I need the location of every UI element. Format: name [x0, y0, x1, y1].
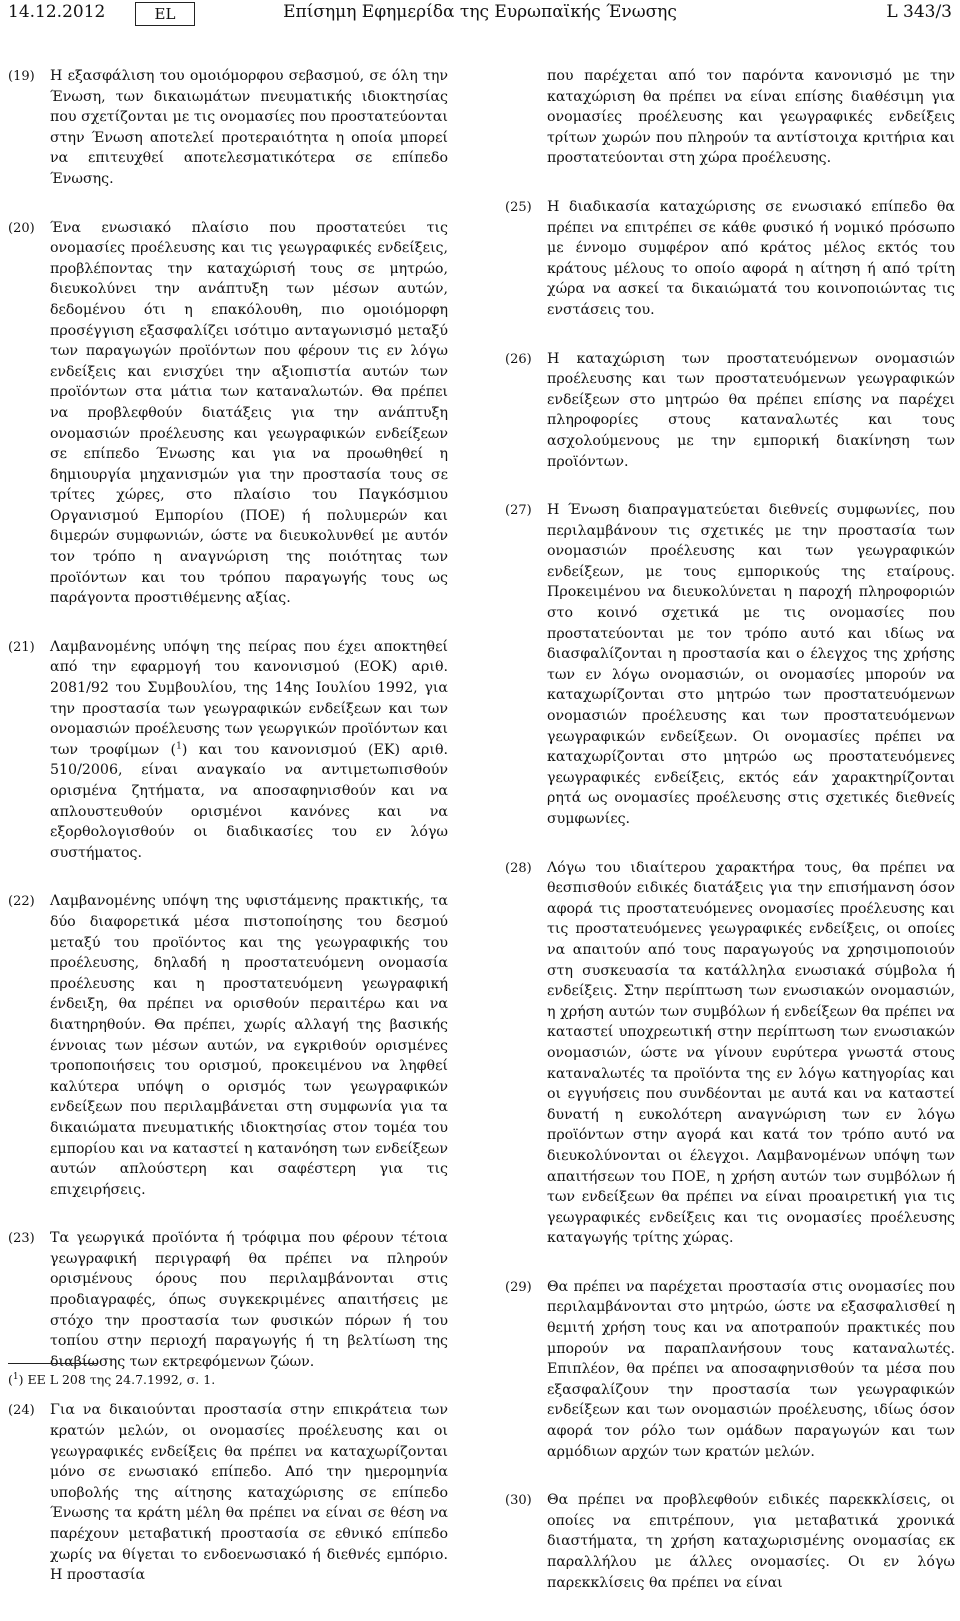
footnote-marker: 1 — [176, 741, 182, 752]
footnote: ($^1$) ΕΕ L 208 της 24.7.1992, σ. 1. — [8, 1371, 216, 1387]
recital-24 — [8, 1400, 448, 1585]
recital-number: (20) — [8, 220, 35, 236]
recital-20 — [8, 218, 448, 609]
right-column — [505, 66, 955, 1621]
recital-number: (25) — [505, 199, 532, 215]
recital-24-continuation: που παρέχεται από τον παρόντα κανονισμό με την καταχώριση θα πρέπει να είναι επίσης διαθέσιμη για ονομασίες προέλευσης και γεωγραφικές ενδείξεις τρίτων χωρών που πληρούν τα αντίστοιχα κριτήρια και προστατεύονται στη χώρα προέλευσης. — [547, 68, 955, 167]
recital-26 — [505, 349, 955, 473]
recital-text: Η διαδικασία καταχώρισης σε ενωσιακό επίπεδο θα πρέπει να επιτρέπει σε κάθε φυσικό ή νομικό πρόσωπο με έννομο συμφέρον από κράτος μέλος εκτός του κράτους μέλους το οποίο αφορά η αίτηση ή από τρίτη χώρα να ασκεί τα δικαιώματά του κοινοποιώντας τις ενστάσεις του. — [547, 198, 955, 318]
recital-text: Λόγω του ιδιαίτερου χαρακτήρα τους, θα πρέπει να θεσπισθούν ειδικές διατάξεις για την επισήμανση όσον αφορά τις προστατευόμενες ονομασίες προέλευσης και τις προστατευόμενες γεωγραφικές ενδείξεις, οι οποίες να απαιτούν από τους παραγωγούς να χρησιμοποιούν στη συσκευασία τα κατάλληλα ενωσιακά σύμβολα ή ενδείξεις. Στην περίπτωση των ενωσιακών ονομασιών, η χρήση αυτών των συμβόλων ή ενδείξεων θα πρέπει να καταστεί υποχρεωτική στην περίπτωση των ενωσιακών ονομασιών, ώστε να γίνουν ευρύτερα γνωστά στους καταναλωτές τα προϊόντα της εν λόγω κατηγορίας και οι εγγυήσεις που συνδέονται με αυτά και να καταστεί δυνατή η ευκολότερη αναγνώριση των εν λόγω προϊόντων στην αγορά και κατά τον τρόπο αυτό να διευκολύνονται οι έλεγχοι. Λαμβανομένων υπόψη των απαιτήσεων του ΠΟΕ, η χρήση αυτών των συμβόλων ή των ενδείξεων θα πρέπει να είναι προαιρετική για τις γεωγραφικές ενδείξεις και τις ονομασίες προέλευσης καταγωγής τρίτης χώρας. — [547, 859, 955, 1247]
footnote-divider — [8, 1363, 98, 1364]
page-header — [0, 0, 960, 40]
recital-number: (24) — [8, 1403, 35, 1419]
recital-text: Θα πρέπει να παρέχεται προστασία στις ονομασίες που περιλαμβάνονται στο μητρώο, ώστε να εξασφαλισθεί η θεμιτή χρήση τους και να αποτραπούν πρακτικές που μπορούν να παραπλανήσουν τους καταναλωτές. Επιπλέον, θα πρέπει να αποσαφηνισθούν τα μέσα που εξασφαλίζουν την προστασία των γεωγραφικών ενδείξεων και των ονομασιών προέλευσης, ιδίως όσον αφορά τον ρόλο των ομάδων παραγωγών και των αρμόδιων αρχών των κρατών μελών. — [547, 1278, 955, 1460]
recital-text: Τα γεωργικά προϊόντα ή τρόφιμα που φέρουν τέτοια γεωγραφική περιγραφή θα πρέπει να πληρούν ορισμένους όρους που περιλαμβάνονται στις προδιαγραφές, όπως συγκεκριμένες απαιτήσεις με στόχο την προστασία των φυσικών πόρων ή του τοπίου στην περιοχή παραγωγής ή τη βελτίωση της διαβίωσης των εκτρεφόμενων ζώων. — [50, 1230, 448, 1370]
recital-number: (21) — [8, 639, 35, 655]
recital-number: (22) — [8, 894, 35, 910]
recital-text-part: Λαμβανομένης υπόψη της πείρας που έχει αποκτηθεί από την εφαρμογή του κανονισμού (ΕΟΚ) αριθ. 2081/92 του Συμβουλίου, της 14ης Ιουλίου 1992, για την προστασία των γεωγραφικών ενδείξεων και των ονομασιών προέλευσης των γεωργικών προϊόντων και των τροφίμων ( — [50, 638, 448, 758]
recital-text: Η Ένωση διαπραγματεύεται διεθνείς συμφωνίες, που περιλαμβάνουν τις σχετικές με την προστασία των ονομασιών προέλευσης και των γεωγραφικών ενδείξεων, με τους εμπορικούς της εταίρους. Προκειμένου να διευκολύνεται η παροχή πληροφοριών στο κοινό σχετικά με τις ονομασίες που προστατεύονται με τον τρόπο αυτό και ιδίως να διασφαλίζονται η προστασία και ο έλεγχος της χρήσης των εν λόγω ονομασιών, οι ονομασίες μπορούν να καταχωρίζονται στο μητρώο των προστατευόμενων ονομασιών προέλευσης και των προστατευόμενων γεωγραφικών ενδείξεων. Οι ονομασίες πρέπει να καταχωρίζονται στο μητρώο ως προστατευόμενες γεωγραφικές ενδείξεις, εκτός εάν χαρακτηρίζονται ρητά ως ονομασίες προέλευσης στις σχετικές διεθνείς συμφωνίες. — [547, 502, 955, 827]
footnote-number: 1 — [12, 1371, 19, 1382]
recital-text — [50, 637, 448, 864]
journal-title: Επίσημη Εφημερίδα της Ευρωπαϊκής Ένωσης — [283, 2, 677, 22]
recital-30 — [505, 1490, 955, 1593]
recital-number: (26) — [505, 351, 532, 367]
recital-text: Λαμβανομένης υπόψη της υφιστάμενης πρακτικής, τα δύο διαφορετικά μέσα πιστοποίησης του δεσμού μεταξύ του προϊόντος και της γεωγραφικής του προέλευσης, δηλαδή η προστατευόμενη ονομασία προέλευσης και η προστατευόμενη γεωγραφική ένδειξη, θα πρέπει να ορισθούν περαιτέρω και να διατηρηθούν. Θα πρέπει, χωρίς αλλαγή της βασικής έννοιας των μέσων αυτών, να εγκριθούν ορισμένες τροποποιήσεις του ορισμού, προκειμένου να ληφθεί καλύτερα υπόψη ο ορισμός των γεωγραφικών ενδείξεων που περιλαμβάνεται στη συμφωνία για τα δικαιώματα πνευματικής ιδιοκτησίας στον τομέα του εμπορίου και να καταστεί η κατανόηση των ενδείξεων αυτών απλούστερη και σαφέστερη για τις επιχειρήσεις. — [50, 893, 448, 1198]
recital-28 — [505, 858, 955, 1249]
recital-29 — [505, 1277, 955, 1462]
footnote-text: ΕΕ L 208 της 24.7.1992, σ. 1. — [27, 1372, 216, 1387]
recital-text-part: ) και του κανονισμού (ΕΚ) αριθ. 510/2006, είναι αναγκαίο να αντιμετωπισθούν ορισμένα ζητήματα, να αποσαφηνισθούν και να απλουστευθούν ορισμένοι κανόνες και να εξορθολογισθούν οι διαδικασίες του εν λόγω συστήματος. — [50, 741, 448, 861]
recital-text: Η εξασφάλιση του ομοιόμορφου σεβασμού, σε όλη την Ένωση, των δικαιωμάτων πνευματικής ιδιοκτησίας που σχετίζονται με τις ονομασίες που προστατεύονται στην Ένωση αποτελεί προτεραιότητα η οποία μπορεί να επιτευχθεί αποτελεσματικότερα σε επίπεδο Ένωσης. — [50, 68, 448, 187]
recital-23 — [8, 1228, 448, 1372]
recital-number: (27) — [505, 503, 532, 519]
recital-text: Για να δικαιούνται προστασία στην επικράτεια των κρατών μελών, οι ονομασίες προέλευσης και οι γεωγραφικές ενδείξεις θα πρέπει να καταχωρίζονται μόνο σε ενωσιακό επίπεδο. Από την ημερομηνία υποβολής της αίτησης καταχώρισης σε επίπεδο Ένωσης τα κράτη μέλη θα πρέπει να είναι σε θέση να παρέχουν μεταβατική προστασία σε εθνικό επίπεδο χωρίς να θίγεται το ενδοενωσιακό ή διεθνές εμπόριο. Η προστασία — [50, 1402, 448, 1584]
recital-text: Ένα ενωσιακό πλαίσιο που προστατεύει τις ονομασίες προέλευσης και τις γεωγραφικές ενδείξεις, προβλέποντας την καταχώρισή τους σε μητρώο, διευκολύνει την ανάπτυξη των μέσων αυτών, δεδομένου ότι η επακόλουθη, πιο ομοιόμορφη προσέγγιση εξασφαλίζει ισότιμο ανταγωνισμό μεταξύ των παραγωγών προϊόντων που φέρουν τις εν λόγω ενδείξεις και ενισχύει την αξιοπιστία αυτών των προϊόντων στα μάτια των καταναλωτών. Θα πρέπει να προβλεφθούν διατάξεις για την ανάπτυξη ονομασιών προέλευσης και γεωγραφικών ενδείξεων σε επίπεδο Ένωσης και για να προωθηθεί η δημιουργία μηχανισμών για την προστασία τους σε τρίτες χώρες, στο πλαίσιο του Παγκόσμιου Οργανισμού Εμπορίου (ΠΟΕ) ή πολυμερών και διμερών συμφωνιών, ώστε να διευκολυνθεί με αυτόν τον τρόπο η αναγνώριση της ποιότητας των προϊόντων και του τρόπου παραγωγής τους ως παράγοντα προστιθέμενης αξίας. — [50, 219, 448, 607]
recital-number: (29) — [505, 1279, 532, 1295]
recital-text: Η καταχώριση των προστατευόμενων ονομασιών προέλευσης και των προστατευόμενων γεωγραφικών ενδείξεων στο μητρώο θα πρέπει επίσης να παρέχει πληροφορίες στους καταναλωτές και τους ασχολούμενους με την εμπορική διακίνηση των προϊόντων. — [547, 350, 955, 470]
recital-text: Θα πρέπει να προβλεφθούν ειδικές παρεκκλίσεις, οι οποίες να επιτρέπουν, για μεταβατικά χρονικά διαστήματα, τη χρήση καταχωρισμένης ονομασίας εκ παραλλήλου με άλλες ονομασίες. Οι εν λόγω παρεκκλίσεις θα πρέπει να είναι — [547, 1492, 955, 1591]
language-box: EL — [135, 2, 195, 26]
recital-number: (30) — [505, 1493, 532, 1509]
recital-number: (19) — [8, 69, 35, 84]
recital-22 — [8, 891, 448, 1200]
recital-number: (28) — [505, 860, 532, 876]
recital-25 — [505, 197, 955, 321]
recital-19 — [8, 66, 448, 190]
recital-27 — [505, 500, 955, 830]
recital-21 — [8, 637, 448, 864]
publication-date: 14.12.2012 — [8, 2, 106, 22]
recital-number: (23) — [8, 1231, 35, 1247]
page-reference: L 343/3 — [886, 2, 952, 22]
